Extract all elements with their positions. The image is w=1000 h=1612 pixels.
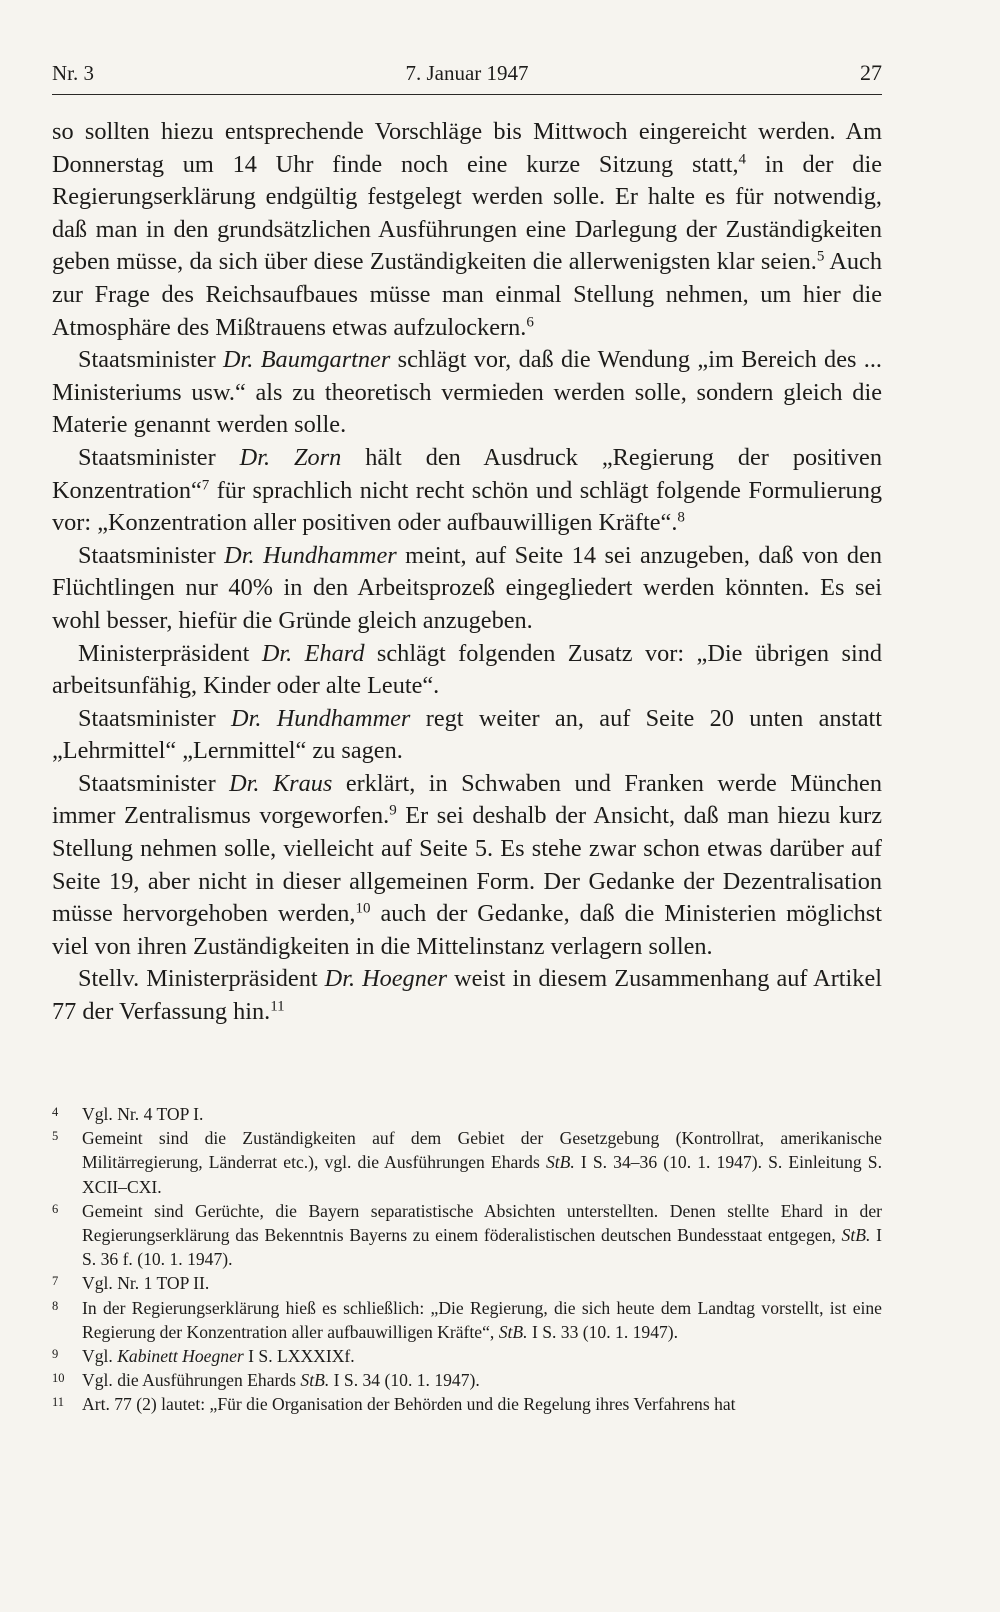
paragraph: Staatsminister Dr. Baumgartner schlägt vor, daß die Wendung „im Bereich des ... Ministeriums usw.“ als zu theoretisch vermieden werden solle, sondern gleich die Materie genannt werden solle. <box>52 346 882 439</box>
footnote: 10 Vgl. die Ausführungen Ehards StB. I S. 34 (10. 1. 1947). <box>52 1370 480 1391</box>
issue-number: Nr. 3 <box>52 61 94 85</box>
footnote-number: 5 <box>52 1129 59 1144</box>
header-rule <box>52 94 882 95</box>
footnote: 5 Gemeint sind die Zuständigkeiten auf dem Gebiet der Gesetzgebung (Kontrollrat, amerikanische Militärregierung, Länderrat etc.), vgl. die Ausführungen Ehards StB. I S. 34–36 (10. 1. 1947). S. Einleitung S. XCII–CXI. <box>52 1128 882 1197</box>
paragraph: Staatsminister Dr. Hundhammer meint, auf Seite 14 sei anzugeben, daß von den Flüchtlingen nur 40% in den Arbeitsprozeß eingegliedert werden könnten. Es sei wohl besser, hiefür die Gründe gleich anzugeben. <box>52 541 882 634</box>
main-text <box>52 116 882 1029</box>
footnote-ref[interactable]: 9 <box>389 803 397 820</box>
speaker-name: Zorn <box>294 443 342 471</box>
footnote-ref[interactable]: 7 <box>201 477 210 494</box>
running-header <box>52 58 882 88</box>
footnote-number: 7 <box>52 1274 59 1289</box>
footnote-number: 9 <box>52 1347 59 1362</box>
paragraph: Staatsminister Dr. Hundhammer regt weiter an, auf Seite 20 unten anstatt „Lehrmittel“ „Lernmittel“ zu sagen. <box>52 704 882 765</box>
footnote: 7 Vgl. Nr. 1 TOP II. <box>52 1273 210 1294</box>
header-date: 7. Januar 1947 <box>405 61 529 85</box>
footnotes <box>52 1102 882 1417</box>
footnote-number: 10 <box>52 1371 65 1386</box>
speaker-name: Kraus <box>272 769 333 797</box>
speaker-name: Baumgartner <box>260 346 391 374</box>
speaker-name: Hundhammer <box>263 541 397 569</box>
footnote: 9 Vgl. Kabinett Hoegner I S. LXXXIXf. <box>52 1346 355 1367</box>
footnote-ref[interactable]: 6 <box>526 314 534 331</box>
speaker-name: Ehard <box>304 639 365 667</box>
footnote: 6 Gemeint sind Gerüchte, die Bayern separatistische Absichten unterstellten. Denen stellte Ehard in der Regierungserklärung das Bekenntnis Bayerns zu einem föderalistischen deutschen Bundesstaat entgegen, StB. I S. 36 f. (10. 1. 1947). <box>52 1200 882 1270</box>
footnote: 8 In der Regierungserklärung hieß es schließlich: „Die Regierung, die sich heute dem Landtag vorstellt, ist eine Regierung der Konzentration aller aufbauwilligen Kräfte“, StB. I S. 33 (10. 1. 1947). <box>52 1297 882 1342</box>
speaker-name: Hundhammer <box>276 704 411 732</box>
footnote-ref[interactable]: 10 <box>355 900 371 917</box>
footnote-number: 8 <box>52 1298 59 1313</box>
paragraph: Ministerpräsident Dr. Ehard schlägt folgenden Zusatz vor: „Die übrigen sind arbeitsunfähig, Kinder oder alte Leute“. <box>52 639 882 700</box>
speaker-name: Hoegner <box>362 965 448 993</box>
footnote-number: 4 <box>52 1105 59 1119</box>
paragraph: so sollten hiezu entsprechende Vorschläge bis Mittwoch eingereicht werden. Am Donnerstag um 14 Uhr finde noch eine kurze Sitzung statt,$^4$ in der die Regierungserklärung endgültig festgelegt werden solle. Er halte es für notwendig, daß man in den grundsätzlichen Ausführungen eine Darlegung der Zuständigkeiten geben müsse, da sich über diese Zuständigkeiten die allerwenigsten klar seien.$^5$ Auch zur Frage des Reichsaufbaues müsse man einmal Stellung nehmen, um hier die Atmosphäre des Mißtrauens etwas aufzulockern.$^6$ <box>52 118 882 341</box>
paragraph: Staatsminister Dr. Zorn hält den Ausdruck „Regierung der positiven Konzentration“$^7$ für sprachlich nicht recht schön und schlägt folgende Formulierung vor: „Konzentration aller positiven oder aufbauwilligen Kräfte“.$^8$ <box>52 443 882 537</box>
footnote: 4 Vgl. Nr. 4 TOP I. <box>52 1104 204 1124</box>
footnote-number: 6 <box>52 1201 59 1216</box>
footnote-ref[interactable]: 4 <box>738 151 747 168</box>
paragraph: Stellv. Ministerpräsident Dr. Hoegner weist in diesem Zusammenhang auf Artikel 77 der Verfassung hin.$^{11}$ <box>52 965 882 1026</box>
paragraph: Staatsminister Dr. Kraus erklärt, in Schwaben und Franken werde München immer Zentralismus vorgeworfen.$^9$ Er sei deshalb der Ansicht, daß man hiezu kurz Stellung nehmen solle, vielleicht auf Seite 5. Es stehe zwar schon etwas darüber auf Seite 19, aber nicht in dieser allgemeinen Form. Der Gedanke der Dezentralisation müsse hervorgehoben werden,$^{10}$ auch der Gedanke, daß die Ministerien möglichst viel von ihren Zuständigkeiten in die Mittelinstanz verlagern sollen. <box>52 769 882 960</box>
footnote-ref[interactable]: 11 <box>270 998 285 1015</box>
footnote-ref[interactable]: 8 <box>677 509 685 526</box>
footnote-ref[interactable]: 5 <box>816 249 825 266</box>
page-number: 27 <box>860 60 882 85</box>
footnote-number: 11 <box>52 1395 65 1410</box>
footnote: 11 Art. 77 (2) lautet: „Für die Organisation der Behörden und die Regelung ihres Verfahrens hat <box>52 1394 736 1415</box>
